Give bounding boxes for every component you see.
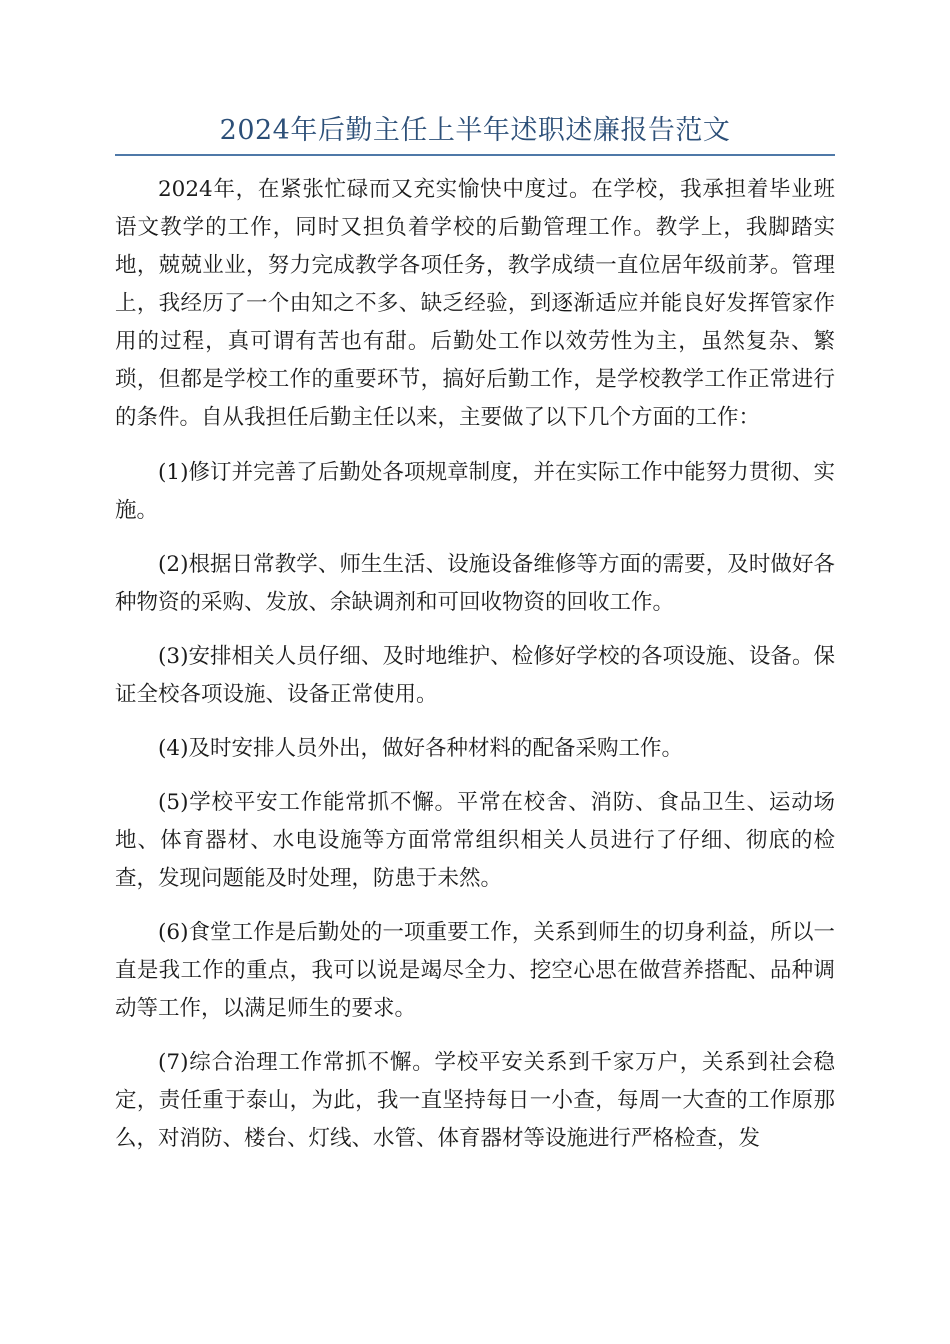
paragraph-intro: 2024年，在紧张忙碌而又充实愉快中度过。在学校，我承担着毕业班语文教学的工作，同时又担负着学校的后勤管理工作。教学上，我脚踏实地，兢兢业业，努力完成教学各项任务，教学成绩一直位居年级前茅。管理上，我经历了一个由知之不多、缺乏经验，到逐渐适应并能良好发挥管家作用的过程，真可谓有苦也有甜。后勤处工作以效劳性为主，虽然复杂、繁琐，但都是学校工作的重要环节，搞好后勤工作，是学校教学工作正常进行的条件。自从我担任后勤主任以来，主要做了以下几个方面的工作：	[115, 177, 835, 430]
paragraph-item-1: (1)修订并完善了后勤处各项规章制度，并在实际工作中能努力贯彻、实施。	[115, 460, 835, 523]
paragraph-item-6: (6)食堂工作是后勤处的一项重要工作，关系到师生的切身利益，所以一直是我工作的重点，我可以说是竭尽全力、挖空心思在做营养搭配、品种调动等工作，以满足师生的要求。	[115, 920, 835, 1021]
title-underline	[115, 154, 835, 156]
paragraph-item-4: (4)及时安排人员外出，做好各种材料的配备采购工作。	[158, 736, 683, 761]
paragraph-item-3: (3)安排相关人员仔细、及时地维护、检修好学校的各项设施、设备。保证全校各项设施、设备正常使用。	[115, 644, 835, 707]
document-title: 2024年后勤主任上半年述职述廉报告范文	[219, 115, 731, 146]
paragraph-item-2: (2)根据日常教学、师生生活、设施设备维修等方面的需要，及时做好各种物资的采购、发放、余缺调剂和可回收物资的回收工作。	[115, 552, 835, 615]
document-body	[115, 171, 835, 1174]
paragraph-item-7: (7)综合治理工作常抓不懈。学校平安关系到千家万户，关系到社会稳定，责任重于泰山，为此，我一直坚持每日一小查，每周一大查的工作原那么，对消防、楼台、灯线、水管、体育器材等设施进行严格检查，发	[115, 1050, 835, 1151]
paragraph-item-5: (5)学校平安工作能常抓不懈。平常在校舍、消防、食品卫生、运动场地、体育器材、水电设施等方面常常组织相关人员进行了仔细、彻底的检查，发现问题能及时处理，防患于未然。	[115, 790, 835, 891]
